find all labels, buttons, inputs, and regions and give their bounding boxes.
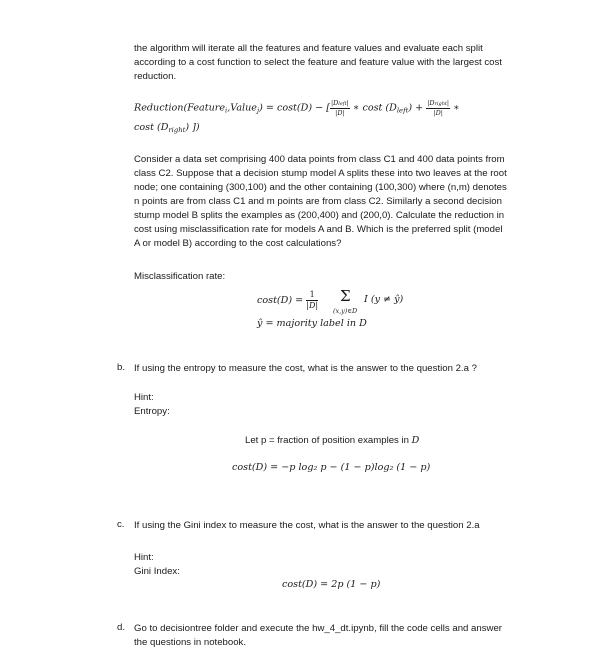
question-c-hint-title: Gini Index: — [134, 566, 180, 577]
question-c-text: If using the Gini index to measure the cost, what is the answer to the question 2.a — [134, 520, 480, 531]
question-b-hint: Hint: — [134, 392, 154, 403]
intro-line-2: according to a cost function to select the feature and feature value with the largest cost — [134, 57, 502, 68]
yhat-definition: ŷ = majority label in D — [257, 318, 367, 329]
question-b-hint-title: Entropy: — [134, 406, 170, 417]
gini-formula: cost(D) = 2p (1 − p) — [282, 579, 381, 590]
question-d-line-1: Go to decisiontree folder and execute the hw_4_dt.ipynb, fill the code cells and answer — [134, 623, 502, 634]
misclassification-formula: cost(D) = $\frac{1}{|D|}$ — [257, 290, 319, 310]
misclassification-label: Misclassification rate: — [134, 271, 226, 282]
problem-line-1: Consider a data set comprising 400 data points from class C1 and 400 data points from — [134, 154, 505, 165]
problem-line-2: class C2. Suppose that a decision stump model A splits these into two leaves at the root — [134, 168, 507, 179]
intro-line-1: the algorithm will iterate all the features and feature values and evaluate each split — [134, 43, 483, 54]
reduction-formula-line-2: cost $(D_{right})$ ]) — [134, 122, 200, 134]
question-b-letter: b. — [117, 362, 126, 373]
problem-line-5: stump model B splits the examples as (200,400) and (200,0). Calculate the reduction in — [134, 210, 505, 221]
d-right-fraction: $\frac{\text{|Dright|}}{|D|}$ — [427, 99, 450, 117]
problem-line-6: cost using misclassification rate for models A and B. Which is the preferred split (model — [134, 224, 503, 235]
d-left-fraction: $\frac{\text{|Dleft|}}{|D|}$ — [330, 99, 349, 117]
problem-line-7: A or model B) according to the cost calculations? — [134, 238, 342, 249]
question-d-letter: d. — [117, 622, 126, 633]
question-c-letter: c. — [117, 519, 125, 530]
problem-line-3: node; one containing (300,100) and the other containing (100,300) where (n,m) denotes — [134, 182, 507, 193]
indicator-function: I (y ≠ ŷ) — [364, 294, 404, 305]
entropy-formula: cost(D) = −p log₂ p − (1 − p)log₂ (1 − p) — [232, 462, 431, 473]
question-b-text: If using the entropy to measure the cost, what is the answer to the question 2.a ? — [134, 363, 477, 374]
summation-subscript: (x,y)∈D — [333, 307, 358, 315]
one-over-d-fraction: $\frac{1}{|D|}$ — [306, 290, 319, 310]
summation-symbol: Σ — [340, 287, 351, 305]
question-d-line-2: the questions in notebook. — [134, 637, 247, 648]
question-c-hint: Hint: — [134, 552, 154, 563]
reduction-formula-line-1: Reduction(Feature$_i$,Value$_j$) = cost(D) − [ $\frac{\text{|Dleft|}}{|D|}$ ∗ cost $(D_{left})$ + $\frac{\text{|Dright|}}{|D|}$ ∗ — [134, 99, 460, 117]
intro-line-3: reduction. — [134, 71, 177, 82]
problem-line-4: n points are from class C1 and m points are from class C2. Similarly a second decision — [134, 196, 502, 207]
entropy-let-statement: Let p = fraction of position examples in D — [245, 435, 420, 446]
